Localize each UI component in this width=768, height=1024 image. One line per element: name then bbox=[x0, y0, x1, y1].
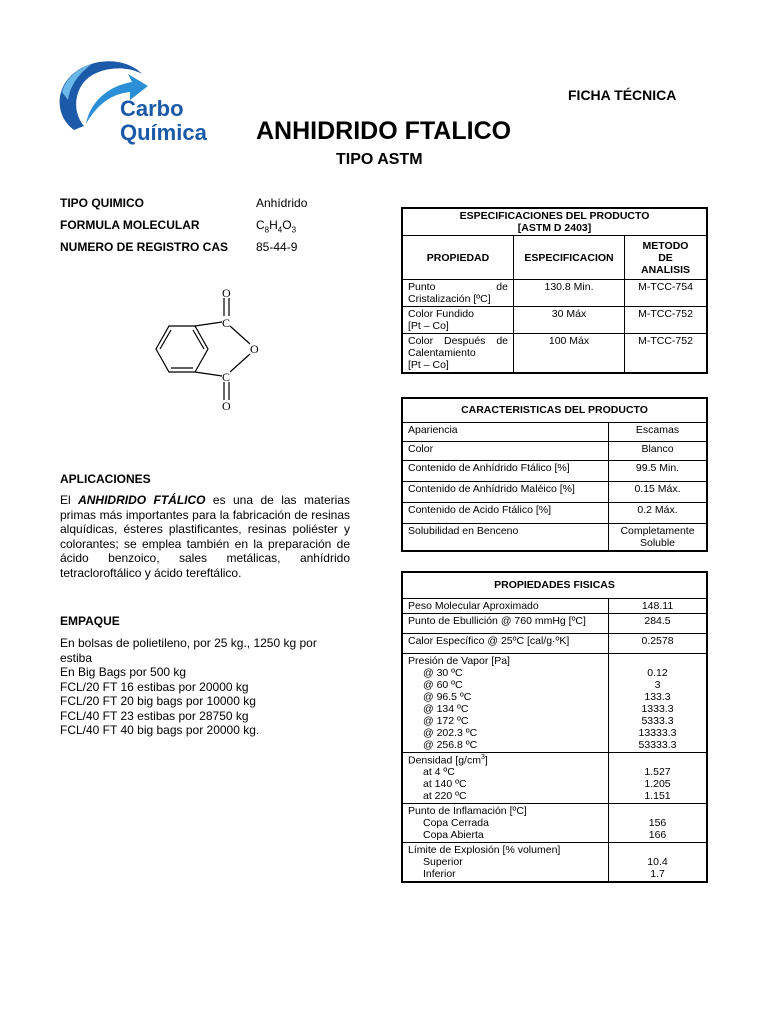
table-row bbox=[402, 613, 707, 633]
spec-col-propiedad: PROPIEDAD bbox=[402, 236, 514, 280]
explosion-limit-values: 10.4 1.7 bbox=[609, 843, 708, 883]
tipo-value: Anhídrido bbox=[256, 196, 308, 210]
molecule-structure bbox=[150, 282, 270, 414]
product-name: ANHIDRIDO FTÁLICO bbox=[78, 493, 206, 507]
spec-value: 30 Máx bbox=[514, 307, 625, 334]
atom-c-top: C bbox=[222, 316, 231, 330]
spec-prop: Punto de Cristalización [ºC] bbox=[402, 280, 514, 307]
flash-point-cell: Punto de Inflamación [ºC] Copa Cerrada Copa Abierta bbox=[402, 804, 609, 843]
empaque-heading: EMPAQUE bbox=[60, 614, 120, 628]
spec-value: 100 Máx bbox=[514, 334, 625, 374]
table-row bbox=[402, 502, 707, 523]
char-label: Contenido de Acido Ftálico [%] bbox=[402, 502, 609, 523]
phys-table-title: PROPIEDADES FISICAS bbox=[402, 572, 707, 598]
explosion-limit-cell: Límite de Explosión [% volumen] Superior Inferior bbox=[402, 843, 609, 883]
density-cell: Densidad $[g/cm^3]$ at 4 ºC at 140 ºC at 220 ºC bbox=[402, 752, 609, 804]
phys-value: 0.2578 bbox=[609, 633, 708, 653]
char-value: Blanco bbox=[609, 441, 708, 460]
empaque-line: En bolsas de polietileno, por 25 kg., 1250 kg por estiba bbox=[60, 636, 317, 665]
tipo-label: TIPO QUIMICO bbox=[60, 196, 144, 210]
atom-o-bottom: O bbox=[222, 399, 231, 413]
formula-value: $C_8H_4O_3$ bbox=[256, 218, 297, 235]
atom-o-top: O bbox=[222, 286, 231, 300]
spec-value: 130.8 Min. bbox=[514, 280, 625, 307]
table-row bbox=[402, 280, 707, 307]
phthalic-anhydride-diagram bbox=[150, 282, 270, 414]
phys-label: Peso Molecular Aproximado bbox=[402, 598, 609, 613]
table-row bbox=[402, 523, 707, 551]
char-value: 0.2 Máx. bbox=[609, 502, 708, 523]
empaque-line: FCL/20 FT 16 estibas por 20000 kg bbox=[60, 679, 249, 694]
formula-label: FORMULA MOLECULAR bbox=[60, 218, 200, 232]
table-row bbox=[402, 422, 707, 441]
carbo-quimica-logo bbox=[44, 52, 229, 152]
document-type: FICHA TÉCNICA bbox=[568, 87, 677, 103]
spec-prop: Color Después de Calentamiento [Pt – Co] bbox=[402, 334, 514, 374]
table-row bbox=[402, 334, 707, 374]
empaque-line: FCL/20 FT 20 big bags por 10000 kg bbox=[60, 694, 256, 708]
char-value: Completamente Soluble bbox=[609, 523, 708, 551]
vapor-pressure-cell: Presión de Vapor [Pa] @ 30 ºC @ 60 ºC @ 96.5 ºC @ 134 ºC @ 172 ºC @ 202.3 ºC @ 256.8 ºC bbox=[402, 653, 609, 752]
spec-table-title: ESPECIFICACIONES DEL PRODUCTO [ASTM D 2403] bbox=[402, 208, 707, 236]
phys-label: Calor Específico @ 25ºC [cal/g·ºK] bbox=[402, 633, 609, 653]
spec-col-metodo: METODO DE ANALISIS bbox=[625, 236, 708, 280]
table-row bbox=[402, 752, 707, 804]
table-row bbox=[402, 481, 707, 502]
phys-value: 284.5 bbox=[609, 613, 708, 633]
char-label: Contenido de Anhídrido Maléico [%] bbox=[402, 481, 609, 502]
vapor-pressure-values: 0.12 3 133.3 1333.3 5333.3 13333.3 53333.3 bbox=[609, 653, 708, 752]
empaque-line: FCL/40 FT 40 big bags por 20000 kg. bbox=[60, 723, 260, 737]
page-title: ANHIDRIDO FTALICO bbox=[256, 117, 512, 145]
atom-o-ring: O bbox=[250, 342, 259, 356]
spec-col-especificacion: ESPECIFICACION bbox=[514, 236, 625, 280]
char-label: Apariencia bbox=[402, 422, 609, 441]
aplicaciones-heading: APLICACIONES bbox=[60, 472, 151, 486]
info-row-formula bbox=[60, 218, 307, 240]
atom-c-bottom: C bbox=[222, 370, 231, 384]
aplicaciones-text: El ANHIDRIDO FTÁLICO es una de las materias primas más importantes para la fabricación de resinas alquídicas, ésteres plastificantes, resinas poliéster y colorantes; se emplea también en la preparación de ácido benzoico, sales metálicas, anhídrido tetracloroftálico y ácido tereftálico. bbox=[60, 493, 350, 580]
empaque-line: FCL/40 FT 23 estibas por 28750 kg bbox=[60, 708, 249, 723]
page-subtitle: TIPO ASTM bbox=[336, 151, 423, 168]
char-value: 99.5 Min. bbox=[609, 460, 708, 481]
char-value: Escamas bbox=[609, 422, 708, 441]
logo-line1: Carbo bbox=[120, 96, 184, 121]
spec-method: M-TCC-752 bbox=[625, 334, 708, 374]
spec-method: M-TCC-754 bbox=[625, 280, 708, 307]
spec-method: M-TCC-752 bbox=[625, 307, 708, 334]
table-row bbox=[402, 441, 707, 460]
logo-line2: Química bbox=[120, 120, 207, 145]
phys-label: Punto de Ebullición @ 760 mmHg [ºC] bbox=[402, 613, 609, 633]
char-value: 0.15 Máx. bbox=[609, 481, 708, 502]
phys-table bbox=[401, 571, 708, 883]
info-row-tipo bbox=[60, 196, 307, 218]
char-table bbox=[401, 397, 708, 552]
table-row bbox=[402, 460, 707, 481]
char-label: Color bbox=[402, 441, 609, 460]
table-row bbox=[402, 307, 707, 334]
table-row bbox=[402, 804, 707, 843]
spec-table bbox=[401, 207, 708, 374]
table-row bbox=[402, 653, 707, 752]
table-row bbox=[402, 633, 707, 653]
phys-value: 148.11 bbox=[609, 598, 708, 613]
cas-label: NUMERO DE REGISTRO CAS bbox=[60, 240, 229, 254]
spec-prop: Color Fundido [Pt – Co] bbox=[402, 307, 514, 334]
logo-swoosh-icon bbox=[44, 52, 229, 152]
cas-value: 85-44-9 bbox=[256, 240, 298, 254]
table-row bbox=[402, 843, 707, 883]
char-label: Contenido de Anhídrido Ftálico [%] bbox=[402, 460, 609, 481]
empaque-text bbox=[60, 636, 352, 738]
flash-point-values: 156 166 bbox=[609, 804, 708, 843]
table-row bbox=[402, 598, 707, 613]
char-table-title: CARACTERISTICAS DEL PRODUCTO bbox=[402, 398, 707, 422]
info-row-cas bbox=[60, 240, 307, 262]
product-info bbox=[60, 196, 307, 262]
density-values: 1.527 1.205 1.151 bbox=[609, 752, 708, 804]
char-label: Solubilidad en Benceno bbox=[402, 523, 609, 551]
empaque-line: En Big Bags por 500 kg bbox=[60, 665, 187, 679]
